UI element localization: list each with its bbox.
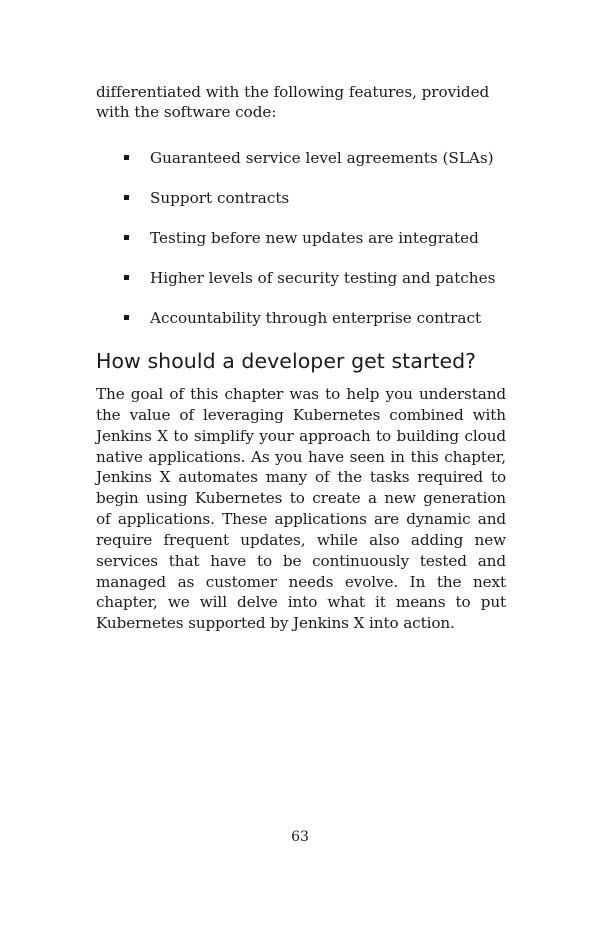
bullet-text: Testing before new updates are integrated	[150, 229, 479, 247]
square-bullet-icon	[124, 235, 129, 240]
list-item	[96, 308, 506, 328]
square-bullet-icon	[124, 155, 129, 160]
section-body-paragraph: The goal of this chapter was to help you understand the value of leveraging Kubernetes combined with Jenkins X to simplify your approach to building cloud native applications. As you have seen in this chapter, Jenkins X automates many of the tasks required to begin using Kubernetes to create a new generation of applications. These applications are dynamic and require frequent updates, while also adding new services that have to be continuously tested and managed as customer needs evolve. In the next chapter, we will delve into what it means to put Kubernetes supported by Jenkins X into action.	[96, 385, 506, 633]
bullet-text: Support contracts	[150, 189, 290, 207]
section-heading: How should a developer get started?	[96, 349, 477, 373]
list-item	[96, 148, 506, 168]
bullet-text: Guaranteed service level agreements (SLAs)	[150, 149, 494, 167]
list-item	[96, 268, 506, 288]
bullet-text: Accountability through enterprise contract	[150, 309, 482, 327]
bullet-text: Higher levels of security testing and patches	[150, 269, 496, 287]
page-number: 63	[291, 829, 309, 845]
square-bullet-icon	[124, 275, 129, 280]
intro-paragraph: differentiated with the following features, provided with the software code:	[96, 83, 490, 121]
feature-bullet-list	[96, 148, 506, 348]
list-item	[96, 188, 506, 208]
square-bullet-icon	[124, 195, 129, 200]
list-item	[96, 228, 506, 248]
square-bullet-icon	[124, 315, 129, 320]
